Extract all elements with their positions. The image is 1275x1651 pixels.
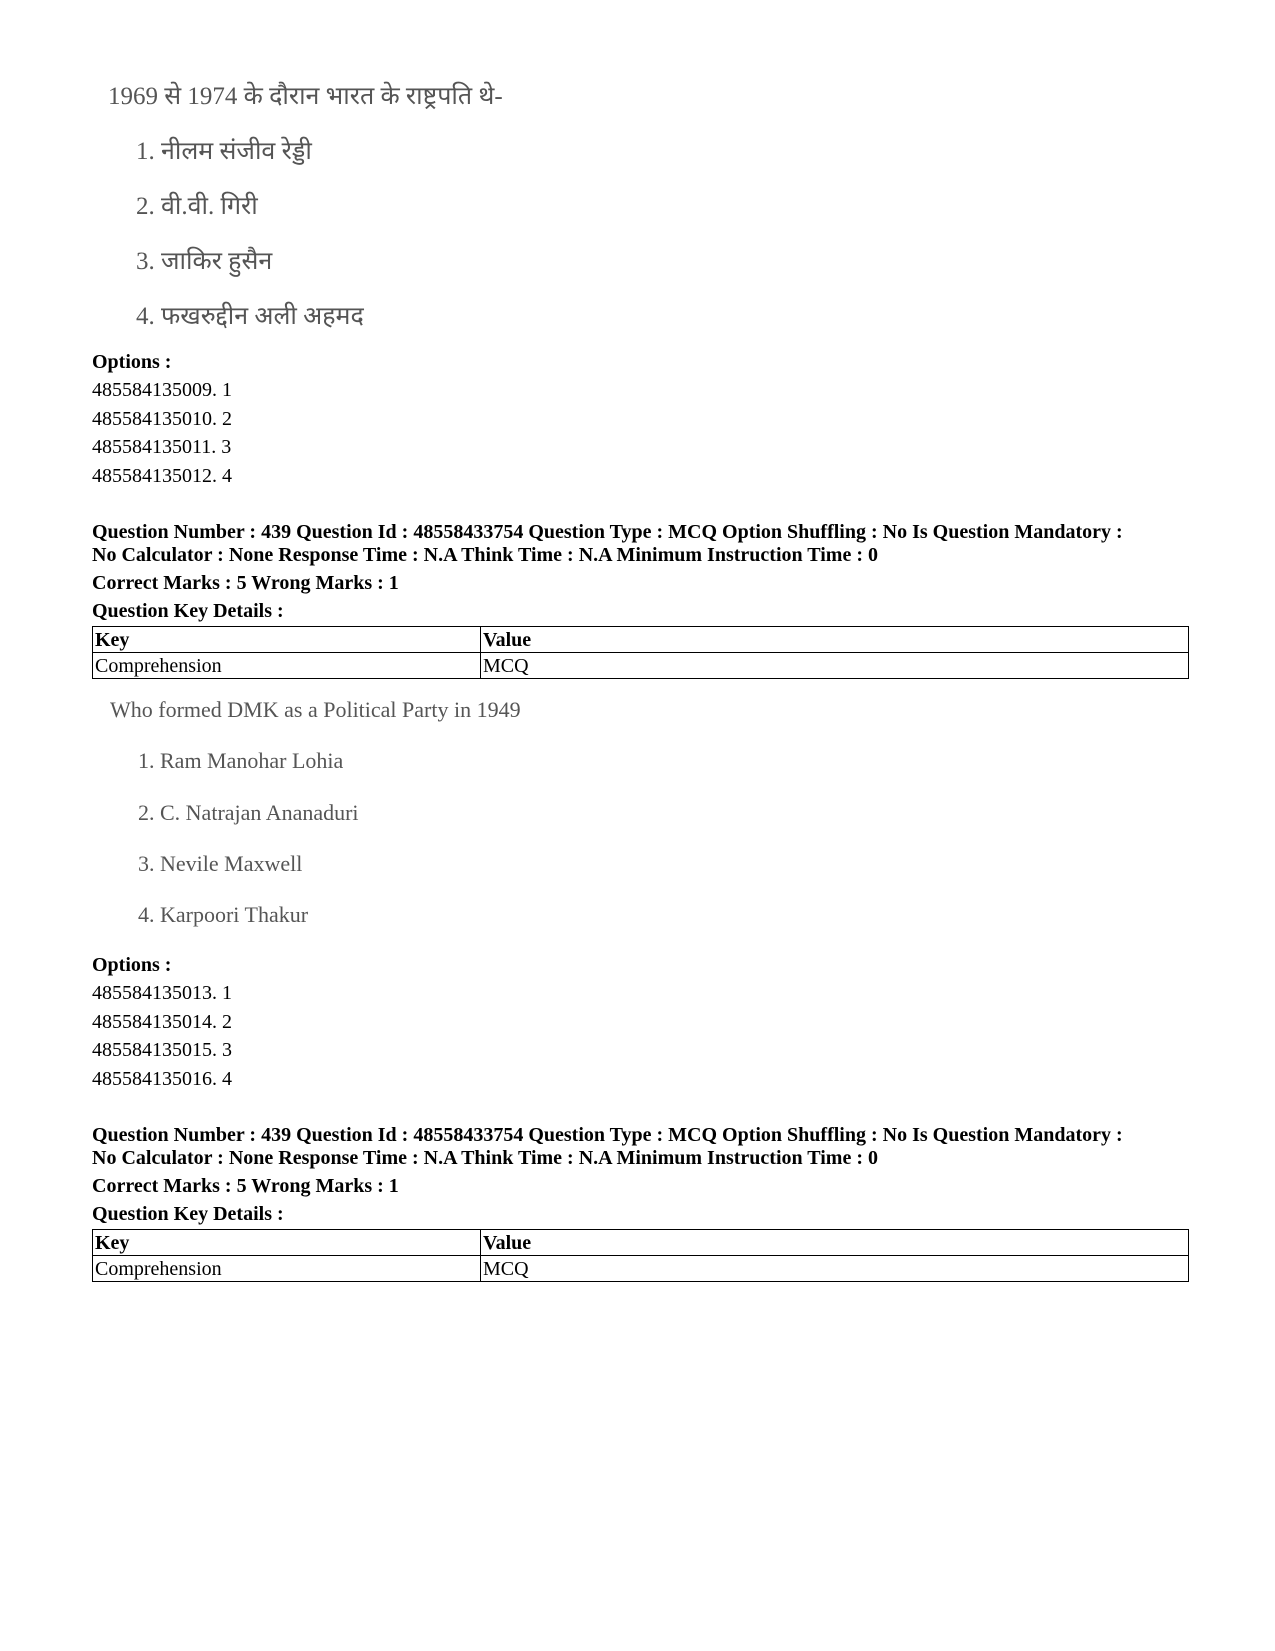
options-label: Options : (92, 954, 172, 976)
key-details-heading: Question Key Details : (92, 600, 284, 622)
option-item: 485584135014. 2 (92, 1010, 232, 1033)
question-choice: 4. Karpoori Thakur (138, 902, 309, 927)
option-item: 485584135013. 1 (92, 982, 232, 1004)
question-choice: 3. Nevile Maxwell (138, 851, 303, 876)
table-cell-value: MCQ (481, 1256, 1189, 1282)
table-header-key: Key (93, 1230, 481, 1256)
option-item: 485584135016. 4 (92, 1067, 232, 1090)
table-header-value: Value (481, 1230, 1189, 1256)
question-choice: 4. फखरुद्दीन अली अहमद (136, 303, 364, 330)
question-choice: 2. C. Natrajan Ananaduri (138, 800, 359, 825)
question-title: 1969 से 1974 के दौरान भारत के राष्ट्रपति थे- (108, 83, 503, 110)
table-cell-key: Comprehension (93, 653, 481, 679)
key-details-table (92, 626, 1189, 679)
options-section (92, 951, 1192, 1093)
option-item: 485584135010. 2 (92, 407, 232, 430)
option-item: 485584135015. 3 (92, 1039, 232, 1061)
question-choice: 2. वी.वी. गिरी (136, 193, 258, 220)
table-header-key: Key (93, 627, 481, 653)
question-meta-line: No Calculator : None Response Time : N.A Think Time : N.A Minimum Instruction Time : 0 (92, 544, 878, 566)
table-header-value: Value (481, 627, 1189, 653)
marks-line: Correct Marks : 5 Wrong Marks : 1 (92, 1175, 399, 1197)
question-meta-line: Question Number : 439 Question Id : 48558433754 Question Type : MCQ Option Shuffling : No Is Question Mandatory : (92, 521, 1123, 543)
question-choice: 1. Ram Manohar Lohia (138, 748, 344, 773)
question-meta-line: No Calculator : None Response Time : N.A Think Time : N.A Minimum Instruction Time : 0 (92, 1147, 878, 1169)
question-meta (92, 521, 1192, 679)
table-cell-key: Comprehension (93, 1256, 481, 1282)
question-choice: 1. नीलम संजीव रेड्डी (136, 138, 312, 165)
marks-line: Correct Marks : 5 Wrong Marks : 1 (92, 572, 399, 594)
question-choice: 3. जाकिर हुसैन (136, 248, 273, 275)
options-label: Options : (92, 351, 172, 373)
key-details-table (92, 1229, 1189, 1282)
table-cell-value: MCQ (481, 653, 1189, 679)
options-section (92, 348, 1192, 490)
key-details-heading: Question Key Details : (92, 1203, 284, 1225)
option-item: 485584135009. 1 (92, 379, 232, 401)
question-title: Who formed DMK as a Political Party in 1949 (110, 697, 521, 722)
option-item: 485584135011. 3 (92, 436, 232, 458)
question-meta (92, 1124, 1192, 1282)
option-item: 485584135012. 4 (92, 464, 232, 487)
question-meta-line: Question Number : 439 Question Id : 48558433754 Question Type : MCQ Option Shuffling : No Is Question Mandatory : (92, 1124, 1123, 1146)
